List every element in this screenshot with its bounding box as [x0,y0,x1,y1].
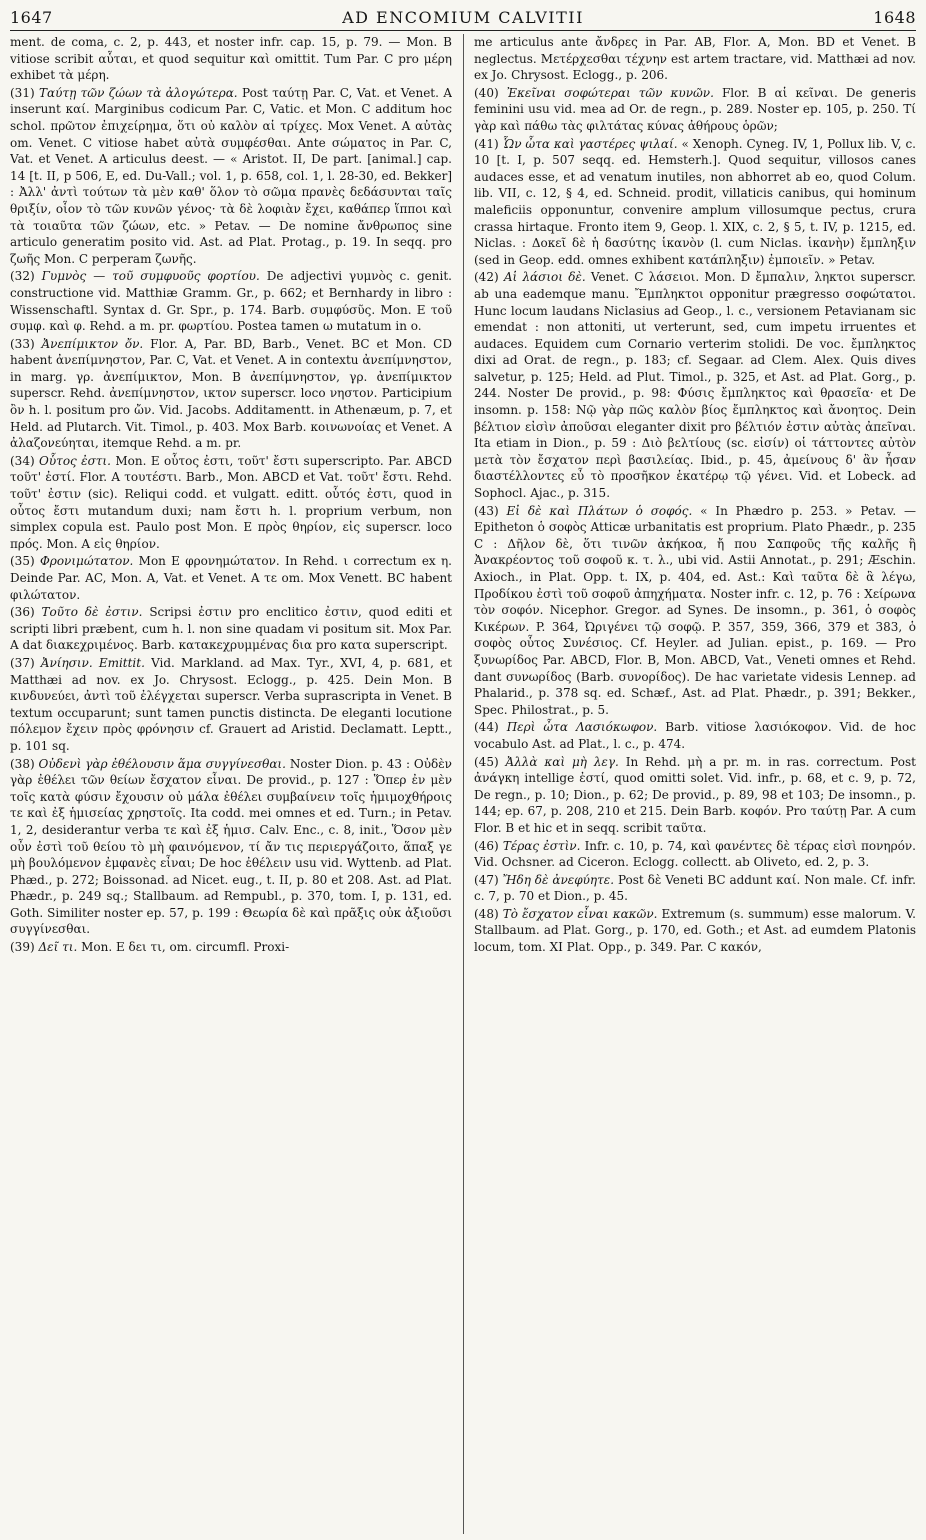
note-number: (47) [474,872,499,887]
note-entry [474,838,916,871]
note-entry [10,268,452,334]
note-text: me articulus ante ἄνδρες in Par. AB, Flor. A, Mon. BD et Venet. B neglectus. Μετέρχεσθαι τέχνην est artem tractare, vid. Matthæi ad nov. ex Jo. Chrysost. Eclogg., p. 206. [474,35,916,83]
note-entry [10,553,452,603]
note-lemma: Ἤδη δὲ ἀνεφύητε. [502,872,615,887]
note-lemma: Ἀνίησιν. Emittit. [40,655,145,670]
note-entry [10,655,452,755]
note-number: (40) [474,85,499,100]
note-text: Mon. E οὗτος ἐστι, τοῦτ' ἔστι superscripto. Par. ABCD τοῦτ' ἐστί. Flor. A τουτέστι. Barb., Mon. ABCD et Vat. τοῦτ' ἔστι. Rehd. τοῦτ' ἐστιν (sic). Reliqui codd. et vulgatt. editt. οὗτός ἐστι, quod in οὗτος ἔστι mutandum duxi; nam ἔστι h. l. proprium verbum, non simplex copula est. Paulo post Mon. E πρὸς θηρίον, εἰς superscr. loco πρός. Mon. A εἰς θηρίον. [10,453,452,551]
running-header [10,4,916,31]
note-text: Scripsi ἐστιν pro enclitico ἐστιν, quod editi et scripti libri præbent, cum h. l. non sine quadam vi positum sit. Mox Par. A dat διακεχριμένος. Barb. κατακεχρυμμένας δια pro κατα superscript. [10,605,452,653]
note-number: (37) [10,655,35,670]
note-lemma: Γυμνὸς — τοῦ συμφυοῦς φορτίου. [41,269,260,284]
two-column-body [10,34,916,1534]
note-number: (41) [474,136,499,151]
note-lemma: Ἐκεῖναι σοφώτεραι τῶν κυνῶν. [506,85,714,100]
note-lemma: Ἀνεπίμικτον ὄν. [41,336,144,351]
note-entry [474,85,916,135]
right-column [474,34,916,1534]
note-lemma: Οὗτος ἐστι. [39,453,111,468]
note-lemma: Δεῖ τι. [38,940,78,955]
note-entry [474,34,916,84]
note-entry [10,453,452,553]
note-text: Mon E φρονημώτατον. In Rehd. ι correctum ex η. Deinde Par. AC, Mon. A, Vat. et Venet. A τε om. Mox Venett. BC habent φιλώτατον. [10,554,452,602]
note-number: (38) [10,756,35,771]
note-text: « Xenoph. Cyneg. IV, 1, Pollux lib. V, c. 10 [t. I, p. 507 seqq. ed. Hemsterh.]. Quod sequitur, villosos canes audaces esse, et ad venatum inutiles, non abhorret ab eo, quod Colum. lib. VII, c. 12, § 4, ed. Schneid. prodit, villaticis canibus, qui hominum maleficiis opponuntur, convenire amplum villosumque pectus, crura crassa hirtaque. Fronto item 9, Geop. l. XIX, c. 2, § 5, t. IV, p. 1215, ed. Niclas. : Δοκεῖ δὲ ἡ δασύτης ἱκανὸν (l. cum Niclas. ἱκανὴν) ἔμπληξιν (sed in Geop. edd. omnes exhibent κατάπληξιν) ἐμποιεῖν. » Petav. [474,136,916,267]
note-text: Venet. C λάσειοι. Mon. D ἔμπαλιν, ληκτοι superscr. ab una eademque manu. Ἔμπληκτοι opponitur prægresso σοφώτατοι. Hunc locum laudans Niclasius ad Geop., l. c., versionem Petavianam sic emendat : non attoniti, ut verterunt, sed, cum impetu irruentes et audaces. Equidem cum Cornario verterim stolidi. De voc. ἔμπληκτος dixi ad Orat. de regn., p. 183; cf. Segaar. ad Clem. Alex. Quis dives salvetur, p. 125; Held. ad Plut. Timol., p. 325, et Ast. ad Plat. Gorg., p. 244. Noster De provid., p. 98: Φύσις ἔμπληκτος καὶ θρασεῖα· et De insomn. p. 158: Νῷ γὰρ πῶς καλὸν βίος ἔμπληκτος καὶ ἄνοητος. Dein βέλτιον εἰσὶν ἀποῦσαι eleganter dixit pro βέλτιόν ἐστιν αὐτὰς ἀπεῖναι. Ita etiam in Dion., p. 59 : Διὸ βελτίους (sc. εἰσίν) οἱ τάττοντες αὐτὸν μετὰ τὸν ἔσχατον περὶ βασιλείας. Ibid., p. 45, ἀμείνους δ' ἂν ἦσαν διαστέλλοντες εὖ τὸ προσῆκον ἑκατέρῳ τῷ γένει. Vid. et Lobeck. ad Sophocl. Ajac., p. 315. [474,270,916,501]
note-lemma: Ὧν ὦτα καὶ γαστέρες ψιλαί. [502,136,678,151]
note-number: (45) [474,754,499,769]
note-entry [474,754,916,837]
note-text: Barb. vitiose λασιόκοφον. Vid. de hoc vocabulo Ast. ad Plat., l. c., p. 474. [474,720,916,751]
note-text: Vid. Markland. ad Max. Tyr., XVI, 4, p. 681, et Matthæi ad nov. ex Jo. Chrysost. Eclogg., p. 425. Dein Mon. B κινδυνεύει, ἀντὶ τοῦ ἐλέγχεται superscr. Verba suprascripta in Venet. B textum occuparunt; sunt tamen punctis distincta. De eleganti locutione πόλεμον ἔχειν πρὸς φρόνησιν cf. Grauert ad Aristid. Declamatt. Leptt., p. 101 sq. [10,655,452,753]
note-number: (31) [10,85,35,100]
note-text: Mon. E δει τι, om. circumfl. Proxi- [81,940,290,955]
note-lemma: Αἱ λάσιοι δὲ. [503,270,586,285]
note-text: « In Phædro p. 253. » Petav. — Epitheton ὁ σοφὸς Atticæ urbanitatis est proprium. Plato Phædr., p. 235 C : Δῆλον δὲ, ὅτι τινῶν ἀκήκοα, ἤ που Σαπφοῦς τῆς καλῆς ἢ Ἀνακρέοντος τοῦ σοφοῦ κ. τ. λ., ubi vid. Astii Annotat., p. 291; Æschin. Axioch., in Plat. Opp. t. IX, p. 404, ed. Ast.: Καὶ ταῦτα δὲ ἃ λέγω, Προδίκου ἐστὶ τοῦ σοφοῦ ἀπηχήματα. Noster infr. c. 12, p. 76 : Χείρωνα τὸν σοφόν. Nicephor. Gregor. ad Synes. De insomn., p. 361, ὁ σοφὸς Κικέρων. P. 364, Ὠριγένει τῷ σοφῷ. P. 357, 359, 366, 379 et 383, ὁ σοφὸς οὗτος Συνέσιος. Cf. Heyler. ad Julian. epist., p. 169. — Pro ξυνωρίδος Par. ABCD, Flor. B, Mon. ABCD, Vat., Veneti omnes et Rehd. dant συνωρίδος (Barb. συνορίδος). De hac varietate videsis Lennep. ad Phalarid., p. 378 sq. ed. Schæf., Ast. ad Plat. Phædr., p. 391; Bekker., Spec. Philostrat., p. 5. [474,503,916,717]
note-entry [474,503,916,719]
note-lemma: Εἰ δὲ καὶ Πλάτων ὁ σοφός. [506,503,693,518]
note-entry [474,872,916,905]
running-title: AD ENCOMIUM CALVITII [342,8,584,27]
note-entry [10,756,452,939]
note-entry [10,336,452,452]
note-entry [10,85,452,268]
note-number: (42) [474,270,499,285]
note-number: (44) [474,720,499,735]
note-entry [10,939,452,956]
note-entry [474,136,916,269]
note-text: Extremum (s. summum) esse malorum. V. Stallbaum. ad Plat. Gorg., p. 170, ed. Goth.; et Ast. ad eumdem Platonis locum, tom. XI Plat. Opp., p. 349. Par. C κακόν, [474,906,916,955]
note-number: (34) [10,453,35,468]
note-lemma: Ἀλλὰ καὶ μὴ λεγ. [505,754,619,769]
note-text: Flor. B αἱ κεῖναι. De generis feminini usu vid. mea ad Or. de regn., p. 289. Noster ep. 105, p. 250. Τί γὰρ καὶ πάθω τὰς φιλτάτας κύνας ἀθήρους ὁρῶν; [474,85,916,133]
note-text: Post δὲ Veneti BC addunt καί. Non male. Cf. infr. c. 7, p. 70 et Dion., p. 45. [474,872,916,904]
note-text: Infr. c. 10, p. 74, καὶ φανέντες δὲ τέρας εἰσὶ πονηρόν. Vid. Ochsner. ad Ciceron. Eclogg. collectt. ab Oliveto, ed. 2, p. 3. [474,838,916,870]
note-number: (48) [474,906,499,921]
note-entry [474,906,916,956]
note-number: (36) [10,605,35,620]
note-lemma: Φρονιμώτατον. [39,554,134,569]
note-lemma: Τέρας ἐστὶν. [502,838,581,853]
note-lemma: Περὶ ὦτα Λασιόκωφον. [506,720,658,735]
note-lemma: Ταύτῃ τῶν ζώων τὰ ἀλογώτερα. [39,85,238,100]
note-text: Flor. A, Par. BD, Barb., Venet. BC et Mon. CD habent ἀνεπίμνηστον, Par. C, Vat. et Venet. A in contextu ἀνεπίμνηστον, in marg. γρ. ἀνεπίμικτον, Mon. B ἀνεπίμνηστον, γρ. ἀνεπίμικτον superscr. Rehd. ἀνεπίμνηστον, ικτον superscr. loco νηστον. Participium ὂν h. l. positum pro ὤν. Vid. Jacobs. Additamentt. in Athenæum, p. 7, et Held. ad Plutarch. Vit. Timol., p. 403. Mox Barb. κοινωνοίας et Venet. A ἀλαζονεύηται, itemque Rehd. a m. pr. [10,336,452,451]
note-entry [474,719,916,752]
note-number: (39) [10,940,35,955]
note-number: (46) [474,838,499,853]
note-text: De adjectivi γυμνὸς c. genit. constructione vid. Matthiæ Gramm. Gr., p. 662; et Bernhardy in libro : Wissenschaftl. Syntax d. Gr. Spr., p. 174. Barb. συμφύσῦς. Mon. E τοῦ συμφ. καὶ φ. Rehd. a m. pr. φωρτίου. Postea tamen ω mutatum in o. [10,269,452,334]
column-divider [452,34,474,1534]
note-text: Post ταύτῃ Par. C, Vat. et Venet. A inserunt καί. Marginibus codicum Par. C, Vatic. et Mon. C additum hoc schol. πρῶτον ἐπιχείρημα, ὅτι οὐ καλὸν αἱ τρίχες. Mox Venet. A αὐτὰς om. Venet. C vitiose habet αὐτὰ συμφέσθαι. Ante σώματος in Par. C, Vat. et Venet. A articulus deest. — « Aristot. II, De part. [animal.] cap. 14 [t. II, p 506, E, ed. Du-Vall.; vol. 1, p. 658, col. 1, l. 28-30, ed. Bekker] : Ἀλλ' ἀντὶ τούτων τὰ μὲν καθ' ὅλον τὸ σῶμα πρανὲς δεδάσυνται ταῖς θριξίν, οἷον τὸ τῶν κυνῶν γένος· τὰ δὲ λοφιὰν ἔχει, καθάπερ ἵπποι καὶ τὰ τοιαῦτα τῶν ζώων, etc. » Petav. — De nomine ἄνθρωπος sine articulo generatim posito vid. Ast. ad Plat. Protag., p. 19. In seqq. pro ζωῆς Mon. C perperam ζωνῆς. [10,85,452,266]
note-lemma: Τοῦτο δὲ ἐστιν. [41,605,143,620]
note-text: Noster Dion. p. 43 : Οὐδὲν γὰρ ἐθέλει τῶν θείων ἔσχατον εἶναι. De provid., p. 127 : Ὅπερ ἐν μὲν τοῖς κατὰ φύσιν ἔχουσιν οὐ μάλα ἐθέλει συμβαίνειν τοῖς ἡμιμοχθήροις τε καὶ ἐξ ἡμισείας χρηστοῖς. Ita codd. mei omnes et ed. Turn.; in Petav. 1, 2, desiderantur verba τε καὶ ἐξ ἡμισ. Calv. Enc., c. 8, init., Ὅσον μὲν οὖν ἐστὶ τοῦ θείου τὸ μὴ φαινόμενον, τί ἄν τις περιεργάζοιτο, ἅπαξ γε μὴ βουλόμενον ἐμφανὲς εἶναι; De hoc ἐθέλειν usu vid. Wyttenb. ad Plat. Phæd., p. 272; Boissonad. ad Nicet. eug., t. II, p. 80 et 208. Ast. ad Plat. Phædr., p. 249 sq.; Stallbaum. ad Rempubl., p. 370, tom. I, p. 131, ed. Goth. Similiter noster ep. 57, p. 199 : Θεωρία δὲ καὶ πρᾶξις οὐκ ἀξιοῦσι συγγίνεσθαι. [10,756,452,937]
note-number: (35) [10,554,35,569]
note-text: In Rehd. μὴ a pr. m. in ras. correctum. Post ἀνάγκη intellige ἐστί, quod omitti solet. Vid. infr., p. 68, et c. 9, p. 72, De regn., p. 10; Dion., p. 62; De provid., p. 89, 98 et 103; De insomn., p. 144; ep. 67, p. 208, 210 et 215. Dein Barb. κοφόν. Pro ταύτῃ Par. A cum Flor. B et hic et in seqq. scribit ταῦτα. [474,754,916,835]
page-number-right: 1648 [873,8,916,27]
page-number-left: 1647 [10,8,53,27]
note-entry [474,269,916,501]
note-number: (43) [474,503,499,518]
note-text: ment. de coma, c. 2, p. 443, et noster infr. cap. 15, p. 79. — Mon. B vitiose scribit αὗται, et quod sequitur καὶ omittit. Tum Par. C pro μέρη exhibet τὰ μέρη. [10,35,452,83]
note-lemma: Τὸ ἔσχατον εἶναι κακῶν. [502,906,658,921]
note-entry [10,34,452,84]
note-lemma: Οὐδενὶ γὰρ ἐθέλουσιν ἅμα συγγίνεσθαι. [38,756,286,771]
note-entry [10,604,452,654]
note-number: (32) [10,269,35,284]
left-column [10,34,452,1534]
note-number: (33) [10,336,35,351]
